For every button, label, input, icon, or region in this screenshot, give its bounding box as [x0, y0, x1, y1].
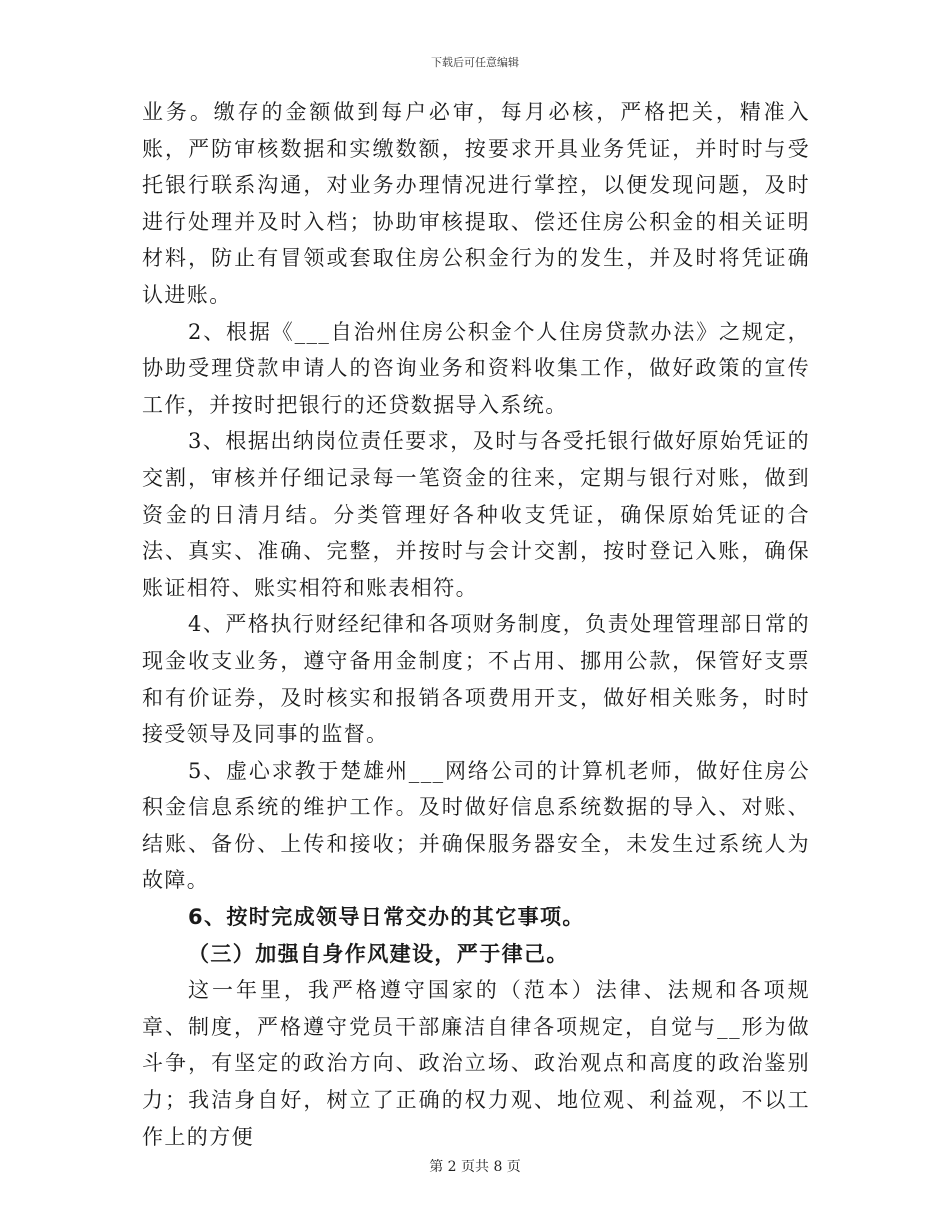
paragraph-item-2: 2、根据《___自治州住房公积金个人住房贷款办法》之规定，协助受理贷款申请人的咨询业务和资料收集工作，做好政策的宣传工作，并按时把银行的还贷数据导入系统。	[142, 319, 810, 417]
paragraph-continuation: 业务。缴存的金额做到每户必审，每月必核，严格把关，精准入账，严防审核数据和实缴数额，按要求开具业务凭证，并时时与受托银行联系沟通，对业务办理情况进行掌控，以便发现问题，及时进行处理并及时入档；协助审核提取、偿还住房公积金的相关证明材料，防止有冒领或套取住房公积金行为的发生，并及时将凭证确认进账。	[142, 100, 810, 307]
paragraph-item-5: 5、虚心求教于楚雄州___网络公司的计算机老师，做好住房公积金信息系统的维护工作。及时做好信息系统数据的导入、对账、结账、备份、上传和接收；并确保服务器安全，未发生过系统人为故障。	[142, 758, 810, 893]
paragraph-section-body: 这一年里，我严格遵守国家的（范本）法律、法规和各项规章、制度，严格遵守党员干部廉洁自律各项规定，自觉与__形为做斗争，有坚定的政治方向、政治立场、政治观点和高度的政治鉴别力；我洁身自好，树立了正确的权力观、地位观、利益观，不以工作上的方便	[142, 978, 810, 1149]
document-body	[142, 94, 810, 1155]
paragraph-item-4: 4、严格执行财经纪律和各项财务制度，负责处理管理部日常的现金收支业务，遵守备用金制度；不占用、挪用公款，保管好支票和有价证券，及时核实和报销各项费用开支，做好相关账务，时时接受领导及同事的监督。	[142, 612, 810, 747]
paragraph-item-3: 3、根据出纳岗位责任要求，及时与各受托银行做好原始凭证的交割，审核并仔细记录每一笔资金的往来，定期与银行对账，做到资金的日清月结。分类管理好各种收支凭证，确保原始凭证的合法、真实、准确、完整，并按时与会计交割，按时登记入账，确保账证相符、账实相符和账表相符。	[142, 429, 810, 600]
page-number: 第 2 页共 8 页	[429, 1159, 521, 1175]
paragraph-item-6: 6、按时完成领导日常交办的其它事项。	[188, 905, 585, 930]
header-note: 下载后可任意编辑	[431, 56, 519, 69]
section-heading: （三）加强自身作风建设，严于律己。	[188, 941, 569, 966]
